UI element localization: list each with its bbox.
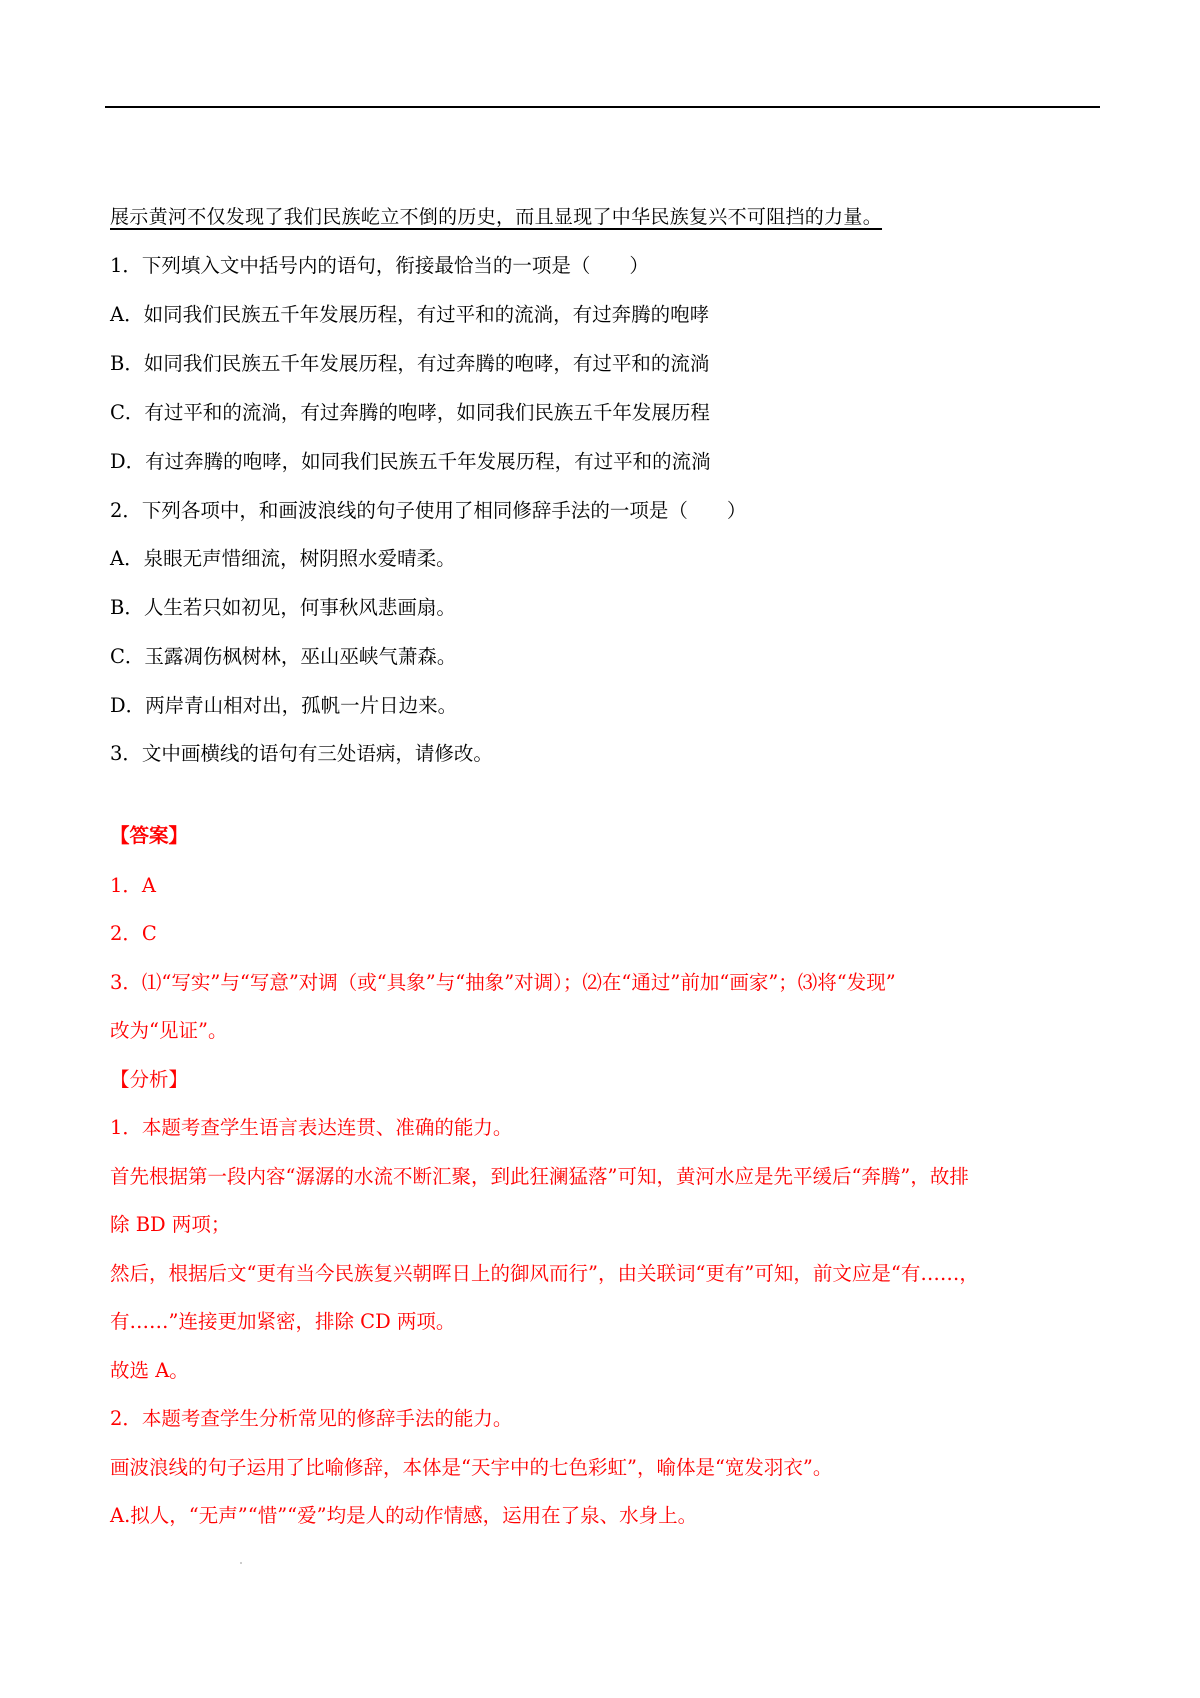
analysis-1-paragraph-1-line-2: 除 BD 两项； <box>110 1213 231 1236</box>
faint-dot <box>240 1562 242 1564</box>
analysis-label: 【分析】 <box>110 1068 189 1091</box>
analysis-2-paragraph-1: 画波浪线的句子运用了比喻修辞，本体是“天宇中的七色彩虹”，喻体是“宽发羽衣”。 <box>110 1456 833 1479</box>
analysis-1-conclusion: 故选 A。 <box>110 1359 189 1382</box>
question-1-option-c: C．有过平和的流淌，有过奔腾的咆哮，如同我们民族五千年发展历程 <box>110 401 710 424</box>
analysis-1-paragraph-2-line-2: 有……”连接更加紧密，排除 CD 两项。 <box>110 1310 456 1333</box>
question-2-option-a: A．泉眼无声惜细流，树阴照水爱晴柔。 <box>110 547 456 570</box>
question-2-option-d: D．两岸青山相对出，孤帆一片日边来。 <box>110 694 458 717</box>
question-1-option-d: D．有过奔腾的咆哮，如同我们民族五千年发展历程，有过平和的流淌 <box>110 450 711 473</box>
analysis-2-option-a: A.拟人，“无声”“惜”“爱”均是人的动作情感，运用在了泉、水身上。 <box>110 1504 698 1527</box>
answer-1: 1．A <box>110 874 156 897</box>
analysis-1-intro: 1．本题考查学生语言表达连贯、准确的能力。 <box>110 1116 513 1139</box>
question-2-option-b: B．人生若只如初见，何事秋风悲画扇。 <box>110 596 456 619</box>
answer-label: 【答案】 <box>110 824 189 847</box>
question-2-option-c: C．玉露凋伤枫树林，巫山巫峡气萧森。 <box>110 645 457 668</box>
question-3-stem: 3．文中画横线的语句有三处语病，请修改。 <box>110 742 493 765</box>
underlined-sentence: 展示黄河不仅发现了我们民族屹立不倒的历史，而且显现了中华民族复兴不可阻挡的力量。 <box>110 206 883 228</box>
question-2-stem: 2．下列各项中，和画波浪线的句子使用了相同修辞手法的一项是（ ） <box>110 499 747 522</box>
analysis-1-paragraph-2-line-1: 然后，根据后文“更有当今民族复兴朝晖日上的御风而行”，由关联词“更有”可知，前文应是“有……， <box>110 1262 979 1285</box>
analysis-2-intro: 2．本题考查学生分析常见的修辞手法的能力。 <box>110 1407 513 1430</box>
answer-3-line-2: 改为“见证”。 <box>110 1019 228 1042</box>
answer-2: 2．C <box>110 922 157 945</box>
answer-3-line-1: 3．⑴“写实”与“写意”对调（或“具象”与“抽象”对调）；⑵在“通过”前加“画家”；⑶将“发现” <box>110 971 896 994</box>
passage-sentence <box>110 203 882 231</box>
analysis-1-paragraph-1-line-1: 首先根据第一段内容“潺潺的水流不断汇聚，到此狂澜猛落”可知，黄河水应是先平缓后“奔腾”，故排 <box>110 1165 969 1188</box>
question-1-stem: 1．下列填入文中括号内的语句，衔接最恰当的一项是（ ） <box>110 254 649 277</box>
header-rule <box>105 106 1100 108</box>
question-1-option-a: A．如同我们民族五千年发展历程，有过平和的流淌，有过奔腾的咆哮 <box>110 303 710 326</box>
question-1-option-b: B．如同我们民族五千年发展历程，有过奔腾的咆哮，有过平和的流淌 <box>110 352 710 375</box>
